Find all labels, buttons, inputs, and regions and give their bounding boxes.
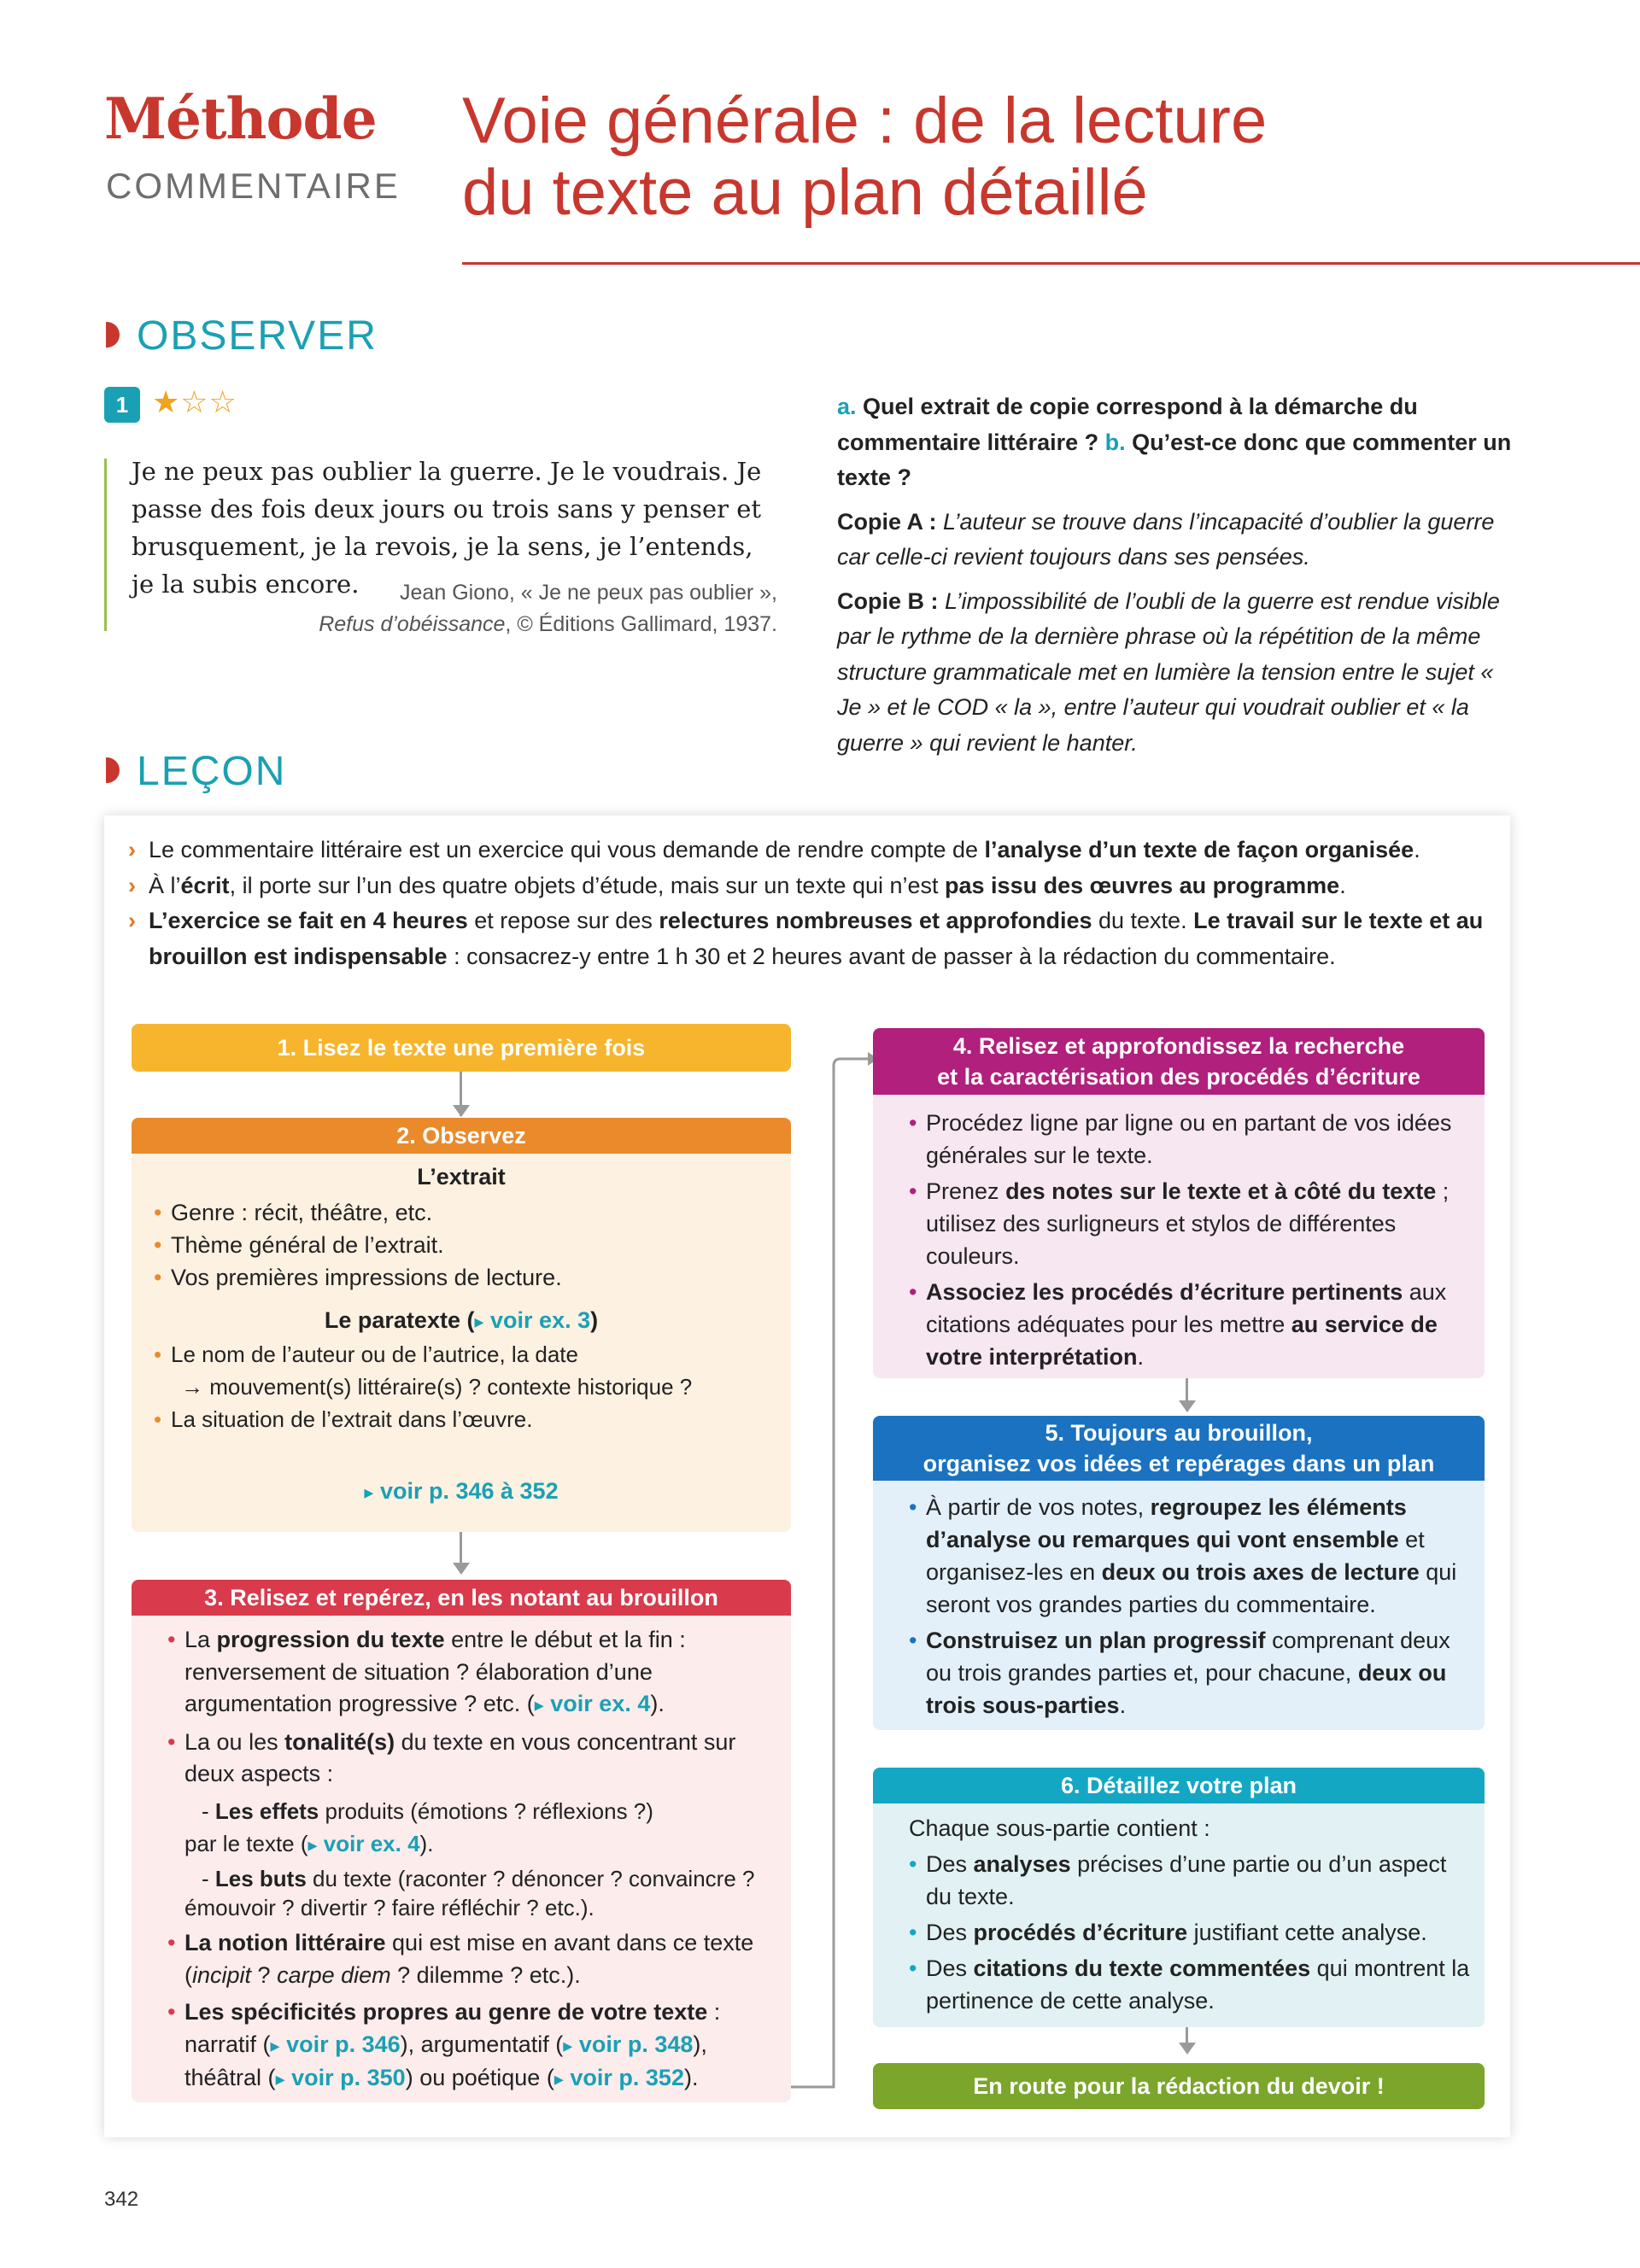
list-item [909,1276,1471,1373]
intro-text: . [1339,872,1346,898]
copie-b-label: Copie B : [837,587,939,614]
arrow-down-icon [453,1105,470,1117]
intro-line-1 [128,833,1495,868]
step-2-sub-extrait: L’extrait [417,1164,506,1190]
bullet-icon: • [909,1494,917,1520]
step-6-intro: Chaque sous-partie contient : [909,1815,1210,1841]
step-3-title: 3. Relisez et repérez, en les notant au brouillon [204,1585,718,1610]
step-1-box [132,1024,791,1072]
list-item-text: ). [683,2064,699,2090]
page-number: 342 [104,2188,139,2211]
list-item-text: Thème général de l’extrait. [171,1232,444,1258]
intro-text: Le commentaire littéraire est un exercice qui vous demande de rendre compte de [149,837,985,862]
list-item-bold: analyses [973,1851,1071,1877]
list-item-bold: deux ou trois axes de lecture [1101,1559,1420,1585]
page-title [462,85,1573,229]
list-item-bold: Les spécificités propres au genre de votre texte [184,1999,708,2025]
quote-ref-line-1: Jean Giono, « Je ne peux pas oublier », [400,581,777,605]
list-item-text: qui seront vos grandes parties du commentaire. [926,1559,1457,1617]
sub-item [167,1893,779,1922]
observer-heading [106,313,378,359]
question-b-letter: b. [1104,429,1126,455]
play-arrow-icon: ▸ [308,1833,318,1856]
list-item-text: du texte en vous concentrant sur deux aspects : [184,1728,736,1787]
flow-connector [786,1050,880,2101]
quote-ref-rest: , © Éditions Gallimard, 1937. [505,612,777,636]
sub-item-text: émouvoir ? divertir ? faire réfléchir ? etc.). [184,1895,594,1921]
intro-bold: Le travail sur le texte et au brouillon est indispensable [149,908,1484,969]
step-5-header [873,1416,1485,1481]
bullet-icon: • [909,1920,917,1945]
list-item [154,1196,769,1229]
sub-item-text: du texte (raconter ? dénoncer ? convaincre ? [306,1866,755,1892]
sub-item [167,1828,779,1862]
link-voir-p-346-352[interactable]: voir p. 346 à 352 [379,1478,559,1504]
step-2-title: 2. Observez [396,1123,526,1149]
half-circle-icon [106,757,120,783]
list-item-text: . [1137,1344,1145,1370]
list-item-text: Genre : récit, théâtre, etc. [171,1200,433,1225]
list-item-bold: deux ou trois sous-parties [926,1660,1447,1718]
list-item-text: ), théâtral ( [184,2031,707,2090]
step-6-header [873,1768,1485,1803]
list-item-text: comprenant deux ou trois grandes parties et, pour chacune, [926,1628,1450,1686]
list-item [167,1624,779,1721]
play-arrow-icon: ▸ [534,1694,544,1716]
intro-text: , il porte sur l’un des quatre objets d’étude, mais sur un texte qui n’est [229,872,946,898]
list-item-text: La situation de l’extrait dans l’œuvre. [171,1406,533,1432]
link-voir-p-352[interactable]: voir p. 352 [570,2064,684,2090]
sub-item [167,1796,779,1828]
list-item [167,1727,779,1791]
copie-a-text: L’auteur se trouve dans l’incapacité d’oublier la guerre car celle-ci revient toujours dans ses pensées. [837,508,1495,570]
intro-line-2 [128,868,1495,904]
sub-item-bold: Les buts [214,1866,307,1892]
methode-label: Méthode [104,85,377,152]
sub-item-text: - [202,1797,215,1824]
list-item-text: qui est mise en avant dans ce texte ( [184,1930,754,1988]
list-item-text: Des [926,1920,974,1945]
step-4-title-line-1: 4. Relisez et approfondissez la recherche [952,1033,1405,1059]
list-item-text: Procédez ligne par ligne ou en partant de vos idées générales sur le texte. [926,1110,1452,1168]
bullet-icon: • [909,1955,917,1981]
question-a: Quel extrait de copie correspond à la démarche du commentaire littéraire ? [837,394,1418,455]
intro-text: . [1414,837,1420,862]
play-arrow-icon: ▸ [563,2034,573,2056]
step-6-title: 6. Détaillez votre plan [1060,1773,1297,1798]
list-item-text: À partir de vos notes, [926,1494,1151,1520]
list-item-text: : narratif ( [184,1999,721,2057]
paratexte-label: Le paratexte ( [324,1307,475,1333]
observer-heading-text: OBSERVER [137,313,378,359]
observer-questions [837,389,1512,769]
quote-text: Je ne peux pas oublier la guerre. Je le voudrais. Je passe des fois deux jours ou trois sans y penser et brusquement, je la revois, je la sens, je l’entends, je la subis encore. [132,457,762,599]
link-voir-p-350[interactable]: voir p. 350 [291,2064,406,2090]
arrow-down-icon [1179,2043,1196,2055]
list-item-text: . [1119,1692,1127,1718]
chevron-icon: › [128,908,136,933]
intro-bold: pas issu des œuvres au programme [945,872,1340,898]
sub-item-text: - [202,1866,215,1892]
bullet-icon: • [154,1200,162,1225]
list-item-bold: Associez les procédés d’écriture pertinents [926,1279,1403,1305]
list-item [154,1338,769,1403]
bullet-icon: • [167,1627,176,1652]
bullet-icon: • [167,1728,176,1755]
list-item-bold: progression du texte [216,1627,445,1652]
chevron-icon: › [128,872,136,898]
bullet-icon: • [167,1930,176,1956]
sub-item-text: produits (émotions ? réflexions ?) [319,1797,653,1824]
bullet-icon: • [909,1628,917,1653]
bullet-icon: • [154,1342,162,1367]
list-item-text: → mouvement(s) littéraire(s) ? contexte historique ? [181,1374,693,1400]
intro-text: : consacrez-y entre 1 h 30 et 2 heures avant de passer à la rédaction du commentaire. [447,943,1336,969]
sub-item-text: par le texte ( [184,1830,308,1856]
sub-item-bold: Les effets [214,1797,319,1824]
bullet-icon: • [154,1232,162,1258]
intro-bold: relectures nombreuses et approfondies [659,908,1092,933]
step-1-title: 1. Lisez le texte une première fois [277,1035,646,1061]
link-voir-p-346[interactable]: voir p. 346 [286,2031,401,2057]
difficulty-stars-icon: ★☆☆ [152,384,237,419]
bullet-icon: • [167,1999,176,2025]
list-item-bold: Construisez un plan progressif [926,1628,1266,1653]
page-title-line-2: du texte au plan détaillé [462,156,1148,229]
list-item [154,1229,769,1261]
step-4-header [873,1028,1485,1095]
flow-connector-path [791,1059,868,2087]
play-arrow-icon: ▸ [364,1482,374,1503]
sub-item-text: ). [419,1830,434,1856]
paratexte-end: ) [590,1307,599,1333]
list-item-bold: procédés d’écriture [973,1920,1188,1945]
list-item-text: précises d’une partie ou d’un aspect du texte. [926,1851,1447,1909]
quote-reference [132,577,777,640]
list-item [909,1491,1471,1621]
chevron-icon: › [128,837,136,862]
question-b: Qu’est-ce donc que commenter un texte ? [837,429,1512,490]
step-2-header [132,1118,791,1154]
list-item-bold: regroupez les éléments d’analyse ou remarques qui vont ensemble [926,1494,1407,1552]
intro-bold: l’analyse d’un texte de façon organisée [984,837,1414,862]
list-item-text: Le nom de l’auteur ou de l’autrice, la date [171,1342,578,1367]
link-voir-ex-4[interactable]: voir ex. 4 [323,1830,420,1856]
list-item-text: aux citations adéquates pour les mettre [926,1279,1447,1337]
step-5-title-line-2: organisez vos idées et repérages dans un plan [922,1451,1435,1476]
final-step-text: En route pour la rédaction du devoir ! [973,2073,1385,2099]
lecon-heading [106,748,286,795]
list-item-text: justifiant cette analyse. [1187,1920,1427,1945]
link-voir-ex-4[interactable]: voir ex. 4 [550,1691,651,1717]
step-2-sub-paratexte [154,1304,769,1338]
list-item-text: qui montrent la pertinence de cette analyse. [926,1955,1470,2014]
bullet-icon: • [909,1279,917,1305]
copie-b-text: L’impossibilité de l’oubli de la guerre est rendue visible par le rythme de la dernière phrase où la répétition de la même structure grammaticale met en lumière la tension entre le sujet « Je » et le COD « la », entre l’auteur qui voudrait oublier et « la guerre » qui revient le hanter. [837,587,1500,756]
quote-bar [104,459,107,631]
list-item-text: Des [926,1851,974,1877]
intro-bold: L’exercice se fait en 4 heures [149,908,468,933]
list-item-italic: incipit [192,1961,252,1988]
list-item [154,1403,769,1435]
sub-item [167,1864,779,1893]
list-item-bold: citations du texte commentées [973,1955,1311,1981]
list-item-text: ). [650,1691,665,1717]
link-voir-p-348[interactable]: voir p. 348 [578,2031,694,2057]
list-item [909,1107,1471,1172]
bullet-icon: • [154,1406,162,1432]
intro-text: À l’ [149,872,181,898]
step-3-body [132,1616,791,2102]
exercise-number-badge: 1 [104,387,140,423]
intro-text: du texte. [1092,908,1194,933]
arrow-down-icon [453,1563,470,1575]
bullet-icon: • [154,1265,162,1290]
intro-bold: écrit [180,872,230,898]
list-item-bold: tonalité(s) [284,1728,395,1755]
intro-line-3 [128,903,1495,974]
list-item [909,1175,1471,1272]
list-item [167,1927,779,1991]
list-item-bold: au service de votre interprétation [926,1312,1438,1370]
list-item-text: ) ou poétique ( [405,2064,554,2090]
lecon-intro [128,833,1495,974]
page-title-line-1: Voie générale : de la lecture [462,85,1268,157]
bullet-icon: • [909,1178,917,1204]
step-6-body [873,1803,1485,2027]
copie-a-label: Copie A : [837,508,937,535]
bullet-icon: • [909,1851,917,1877]
list-item-text: Prenez [926,1178,1006,1204]
play-arrow-icon: ▸ [270,2034,280,2056]
list-item-italic: carpe diem [277,1961,391,1988]
title-divider [462,262,1640,265]
list-item-text: Vos premières impressions de lecture. [171,1265,562,1290]
list-item-bold: des notes sur le texte et à côté du texte [1005,1178,1437,1204]
link-voir-ex-3[interactable]: voir ex. 3 [490,1307,591,1333]
list-item-text: ), argumentatif ( [400,2031,564,2057]
list-item-text: ? [251,1961,278,1988]
list-item-text: Des [926,1955,974,1981]
list-item-bold: La notion littéraire [184,1930,386,1956]
intro-text: et repose sur des [467,908,659,933]
arrow-down-icon [1179,1400,1196,1412]
list-item [909,1916,1471,1949]
play-arrow-icon: ▸ [275,2067,285,2090]
list-item [909,1952,1471,2017]
list-item [167,1996,779,2095]
list-item-text: ? dilemme ? etc.). [390,1961,581,1988]
quote-ref-work: Refus d’obéissance [319,612,506,636]
final-step-box [873,2063,1485,2109]
list-item-text: La ou les [184,1728,285,1755]
list-item [154,1261,769,1294]
step-2-body [132,1154,791,1532]
list-item [909,1624,1471,1721]
bullet-icon: • [909,1110,917,1136]
list-item-text: et organisez-les en [926,1527,1425,1585]
play-arrow-icon: ▸ [554,2067,564,2090]
list-item [909,1848,1471,1913]
lecon-heading-text: LEÇON [137,749,287,794]
step-4-title-line-2: et la caractérisation des procédés d’écriture [937,1064,1420,1090]
play-arrow-icon: ▸ [474,1311,484,1332]
list-item-text: ; utilisez des surligneurs et stylos de différentes couleurs. [926,1178,1450,1269]
commentaire-label: COMMENTAIRE [106,166,401,206]
step-4-body [873,1095,1485,1378]
question-a-letter: a. [837,394,857,419]
step-5-body [873,1481,1485,1730]
half-circle-icon [106,322,120,348]
step-2-link-row [154,1475,769,1509]
step-3-header [132,1580,791,1616]
step-5-title-line-1: 5. Toujours au brouillon, [1045,1420,1313,1446]
list-item-text: entre le début et la fin : renversement de situation ? élaboration d’une argumentation progressive ? etc. ( [184,1627,686,1717]
list-item-text: La [184,1627,217,1652]
